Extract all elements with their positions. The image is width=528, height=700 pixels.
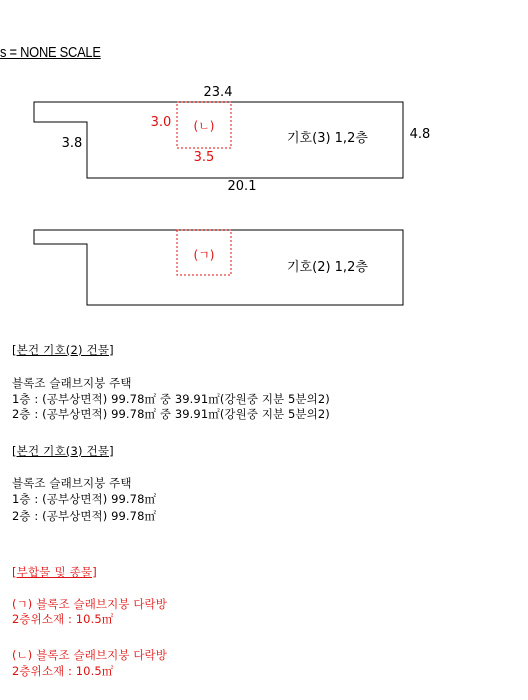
bldg3-desc: 블록조 슬래브지붕 주택 [12,476,132,490]
dim-left: 3.8 [61,136,83,151]
annex-b-height: 3.0 [150,115,172,130]
annex-b-width: 3.5 [193,150,215,165]
bldg3-floor2: 2층 : (공부상면적) 99.78㎡ [12,509,157,523]
bldg2-floor2: 2층 : (공부상면적) 99.78㎡ 중 39.91㎡(강원중 지분 5분의2) [12,407,330,421]
annex-b-mark: (ㄴ) [193,119,215,133]
bldg3-title: [본건 기호(3) 건물] [12,444,114,458]
bldg2-desc: 블록조 슬래브지붕 주택 [12,376,132,390]
annex-a-mark: (ㄱ) [193,248,215,262]
scale-label: s = NONE SCALE [0,44,101,61]
annex-item-a: (ㄱ) 블록조 슬래브지붕 다락방 [12,597,167,611]
annex-item-b: (ㄴ) 블록조 슬래브지붕 다락방 [12,648,167,662]
building-2-label: 기호(2) 1,2층 [287,260,368,275]
dim-right: 4.8 [409,127,431,142]
dim-top: 23.4 [203,85,233,100]
bldg3-floor1: 1층 : (공부상면적) 99.78㎡ [12,492,157,506]
annex-item-b-detail: 2층위소재 : 10.5㎡ [12,664,114,678]
annex-title: [부합물 및 종물] [12,565,97,579]
floor-plan-drawing [0,0,528,330]
building-3-label: 기호(3) 1,2층 [287,131,368,146]
bldg2-title: [본건 기호(2) 건물] [12,343,114,357]
bldg2-floor1: 1층 : (공부상면적) 99.78㎡ 중 39.91㎡(강원중 지분 5분의2) [12,392,330,406]
annex-item-a-detail: 2층위소재 : 10.5㎡ [12,612,114,626]
dim-bottom: 20.1 [227,179,257,194]
